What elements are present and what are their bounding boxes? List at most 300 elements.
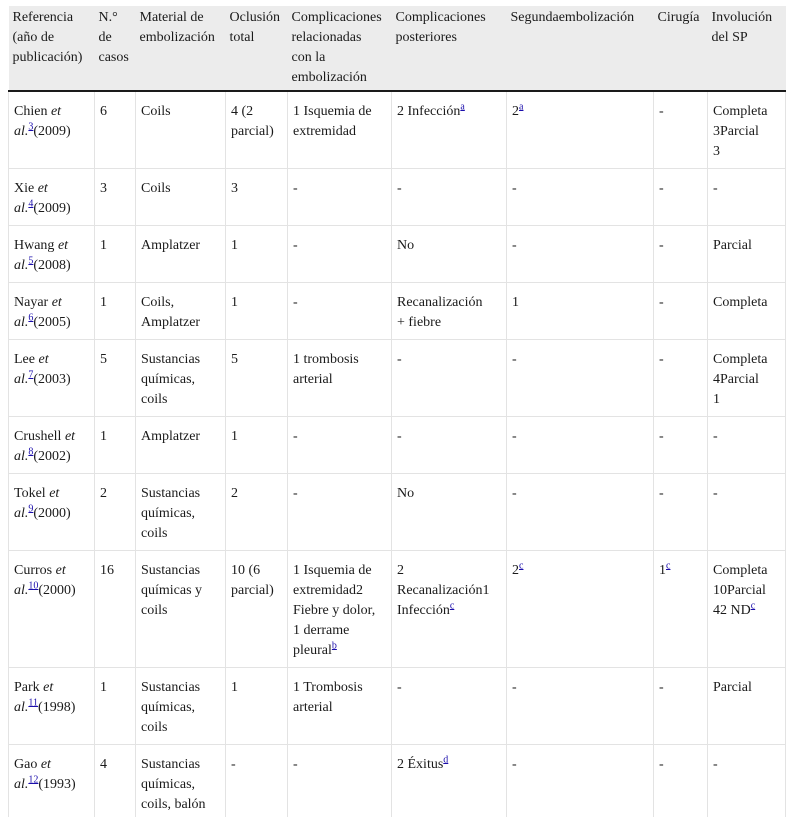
cell-text-line — [713, 236, 782, 256]
cell-text-line — [293, 698, 388, 718]
ref-author: Crushell — [14, 429, 61, 444]
cell-occlusion — [226, 745, 288, 817]
cell-text-line — [397, 236, 503, 256]
footnote-link[interactable]: c — [751, 600, 755, 611]
ref-etal: et al. — [14, 429, 75, 464]
cell-second-embolization — [507, 283, 654, 340]
cell-second-embolization — [507, 340, 654, 417]
cell-text-line — [713, 122, 782, 142]
ref-year: (2002) — [33, 449, 70, 464]
citation-link[interactable]: 7 — [28, 369, 33, 380]
cell-text: Parcial — [713, 680, 752, 695]
cell-involution — [708, 91, 786, 169]
citation-link[interactable]: 3 — [28, 121, 33, 132]
cell-material — [136, 283, 226, 340]
cell-text: - — [512, 238, 517, 253]
footnote-link[interactable]: d — [443, 754, 448, 765]
cell-text: - — [659, 486, 664, 501]
cell-text-line: 3 — [231, 179, 284, 199]
cell-text-line — [713, 390, 782, 410]
footnote-link[interactable]: c — [519, 560, 523, 571]
cell-text-line — [713, 370, 782, 390]
ref-author: Chien — [14, 104, 47, 119]
citation-link[interactable]: 8 — [28, 446, 33, 457]
cell-material — [136, 340, 226, 417]
cell-reference — [9, 283, 95, 340]
cell-text-line: Coils, — [141, 293, 222, 313]
cell-text-line: coils — [141, 390, 222, 410]
cell-text-line: del SP — [712, 28, 783, 48]
cell-text-line: Referencia — [13, 8, 92, 28]
ref-author: Hwang — [14, 238, 54, 253]
ref-author: Park — [14, 680, 40, 695]
ref-year: (2009) — [33, 201, 70, 216]
table-body — [9, 91, 786, 817]
cell-text-line: Material de — [140, 8, 223, 28]
cell-emb-complications — [288, 551, 392, 668]
header-second-embolization — [507, 6, 654, 91]
cell-text: - — [713, 429, 718, 444]
citation-link[interactable]: 6 — [28, 312, 33, 323]
table-row — [9, 417, 786, 474]
cell-text: 1 derrame — [293, 623, 349, 638]
cell-text-line — [713, 102, 782, 122]
cell-second-embolization — [507, 169, 654, 226]
cell-cases: 1 — [95, 226, 136, 283]
cell-text-line: 1 — [231, 236, 284, 256]
cell-cases: 2 — [95, 474, 136, 551]
cell-text: 1 — [512, 295, 519, 310]
header-occlusion — [226, 6, 288, 91]
cell-text: 1 — [659, 563, 666, 578]
cell-text: pleural — [293, 643, 332, 658]
cell-later-complications — [392, 668, 507, 745]
cell-text-line: 2 — [231, 484, 284, 504]
cell-reference — [9, 474, 95, 551]
cell-text-line: (año de — [13, 28, 92, 48]
cell-text: - — [397, 352, 402, 367]
cell-text: 4Parcial — [713, 372, 759, 387]
cell-second-embolization — [507, 668, 654, 745]
cell-text-line: parcial) — [231, 122, 284, 142]
cell-text: 2 — [512, 563, 519, 578]
ref-etal: et al. — [14, 757, 51, 792]
cell-text: - — [713, 181, 718, 196]
cell-text-line — [713, 678, 782, 698]
cell-material — [136, 91, 226, 169]
ref-year: (2005) — [33, 315, 70, 330]
cell-text: Completa — [713, 295, 767, 310]
cell-surgery — [654, 340, 708, 417]
cell-text-line — [293, 350, 388, 370]
cell-involution — [708, 417, 786, 474]
header-cases — [95, 6, 136, 91]
footnote-link[interactable]: c — [450, 600, 454, 611]
cell-text-line — [293, 236, 388, 256]
ref-year: (2003) — [33, 372, 70, 387]
cell-involution — [708, 668, 786, 745]
cell-cases: 3 — [95, 169, 136, 226]
footnote-marker — [460, 101, 464, 112]
cell-text-line: Complicaciones — [292, 8, 389, 28]
ref-year: (2000) — [38, 583, 75, 598]
cell-text: - — [293, 238, 298, 253]
ref-etal: et al. — [14, 295, 62, 330]
table-row — [9, 91, 786, 169]
cell-text-line: N.° — [99, 8, 133, 28]
cell-occlusion — [226, 169, 288, 226]
cell-second-embolization — [507, 551, 654, 668]
cell-text: Completa — [713, 352, 767, 367]
cell-text-line: Amplatzer — [141, 236, 222, 256]
ref-year: (1998) — [38, 700, 75, 715]
cell-surgery — [654, 91, 708, 169]
cell-text-line — [397, 179, 503, 199]
cell-occlusion — [226, 283, 288, 340]
cell-text-line: casos — [99, 48, 133, 68]
cell-later-complications — [392, 745, 507, 817]
cell-later-complications — [392, 551, 507, 668]
cell-text-line: Segundaembolización — [511, 8, 651, 28]
cell-material — [136, 169, 226, 226]
cell-text: 2 Infección — [397, 104, 460, 119]
citation-link[interactable]: 10 — [28, 580, 38, 591]
cell-text-line: Coils — [141, 102, 222, 122]
cell-text-line — [713, 142, 782, 162]
cell-text-line: Sustancias — [141, 561, 222, 581]
cell-involution — [708, 551, 786, 668]
cell-text: - — [512, 757, 517, 772]
cell-surgery — [654, 283, 708, 340]
cell-later-complications — [392, 474, 507, 551]
header-row — [9, 6, 786, 91]
cell-later-complications — [392, 226, 507, 283]
cell-text-line — [293, 484, 388, 504]
cell-text-line — [713, 427, 782, 447]
cell-text: - — [659, 757, 664, 772]
cell-text: - — [512, 181, 517, 196]
cell-cases: 16 — [95, 551, 136, 668]
cell-text: Infección — [397, 603, 450, 618]
cell-text-line — [397, 293, 503, 313]
cell-text-line: 5 — [231, 350, 284, 370]
ref-etal: et al. — [14, 104, 61, 139]
cell-material — [136, 668, 226, 745]
cell-text-line: posteriores — [396, 28, 504, 48]
cell-text-line — [713, 293, 782, 313]
cell-involution — [708, 340, 786, 417]
cell-reference — [9, 668, 95, 745]
citation-marker — [28, 580, 38, 591]
cell-text: - — [512, 352, 517, 367]
cell-reference — [9, 226, 95, 283]
cell-text-line — [713, 484, 782, 504]
cell-text-line: Sustancias — [141, 350, 222, 370]
cell-text-line — [397, 581, 503, 601]
cell-second-embolization — [507, 474, 654, 551]
cell-material — [136, 474, 226, 551]
cell-emb-complications — [288, 340, 392, 417]
cell-text-line: químicas y — [141, 581, 222, 601]
cell-occlusion — [226, 668, 288, 745]
cell-text-line — [293, 601, 388, 621]
cell-text-line: Sustancias — [141, 678, 222, 698]
cell-text-line: publicación) — [13, 48, 92, 68]
cell-text-line — [397, 427, 503, 447]
cell-text: 1 Isquemia de — [293, 104, 372, 119]
header-surgery — [654, 6, 708, 91]
table-row — [9, 551, 786, 668]
cell-emb-complications — [288, 474, 392, 551]
cell-surgery — [654, 417, 708, 474]
ref-year: (2008) — [33, 258, 70, 273]
cell-text-line — [397, 561, 503, 581]
cell-text-line — [293, 621, 388, 641]
cell-text: - — [512, 680, 517, 695]
cell-surgery — [654, 169, 708, 226]
cell-text: Completa — [713, 563, 767, 578]
cell-text-line: químicas, — [141, 775, 222, 795]
citation-link[interactable]: 5 — [28, 255, 33, 266]
citation-link[interactable]: 9 — [28, 503, 33, 514]
footnote-link[interactable]: a — [460, 101, 464, 112]
cell-text-line: embolización — [292, 68, 389, 88]
table-row — [9, 340, 786, 417]
footnote-link[interactable]: c — [666, 560, 670, 571]
cell-text-line — [713, 350, 782, 370]
cell-text-line: Sustancias — [141, 484, 222, 504]
cell-cases: 1 — [95, 283, 136, 340]
ref-author: Lee — [14, 352, 35, 367]
cell-text-line: coils — [141, 524, 222, 544]
cell-text-line — [397, 102, 503, 122]
cell-text: - — [659, 352, 664, 367]
cell-text-line — [293, 370, 388, 390]
cell-text-line: total — [230, 28, 285, 48]
cell-text-line: químicas, — [141, 504, 222, 524]
ref-etal: et al. — [14, 238, 68, 273]
cell-text-line — [397, 755, 503, 775]
cell-text-line — [293, 293, 388, 313]
cell-occlusion — [226, 226, 288, 283]
citation-link[interactable]: 12 — [28, 774, 38, 785]
cell-second-embolization — [507, 745, 654, 817]
cell-text-line: relacionadas — [292, 28, 389, 48]
cell-text-line — [293, 561, 388, 581]
cell-surgery — [654, 668, 708, 745]
cell-later-complications — [392, 169, 507, 226]
cell-reference — [9, 340, 95, 417]
cell-text-line: 10 (6 — [231, 561, 284, 581]
cell-second-embolization — [507, 417, 654, 474]
footnote-marker — [751, 600, 755, 611]
cell-text: 2 Éxitus — [397, 757, 443, 772]
cell-text: - — [713, 757, 718, 772]
cell-text-line: Amplatzer — [141, 427, 222, 447]
cell-text: - — [713, 486, 718, 501]
footnote-link[interactable]: b — [332, 640, 337, 651]
cell-text-line: Involución — [712, 8, 783, 28]
footnote-marker — [666, 560, 670, 571]
cell-text-line — [293, 427, 388, 447]
header-emb-complications — [288, 6, 392, 91]
cell-text: No — [397, 238, 414, 253]
cell-text: - — [659, 181, 664, 196]
cell-text: 2 — [512, 104, 519, 119]
cell-text-line: 1 — [231, 427, 284, 447]
cell-text: - — [293, 295, 298, 310]
table-header — [9, 6, 786, 91]
cell-text-line — [397, 484, 503, 504]
cell-text: + fiebre — [397, 315, 441, 330]
footnote-link[interactable]: a — [519, 101, 523, 112]
cell-emb-complications — [288, 91, 392, 169]
cell-surgery — [654, 551, 708, 668]
cell-later-complications — [392, 340, 507, 417]
cell-reference — [9, 551, 95, 668]
cell-text-line: con la — [292, 48, 389, 68]
citation-marker — [28, 697, 38, 708]
cell-involution — [708, 474, 786, 551]
citation-link[interactable]: 4 — [28, 198, 33, 209]
cell-occlusion — [226, 551, 288, 668]
cell-text-line: 4 (2 — [231, 102, 284, 122]
cell-text: - — [293, 757, 298, 772]
cell-text-line: Oclusión — [230, 8, 285, 28]
cell-text-line: Complicaciones — [396, 8, 504, 28]
cell-text-line — [293, 581, 388, 601]
cell-text-line — [397, 601, 503, 621]
ref-author: Curros — [14, 563, 52, 578]
cell-text: - — [659, 295, 664, 310]
cell-text: 1 — [713, 392, 720, 407]
cell-text-line: químicas, — [141, 370, 222, 390]
cell-text-line: químicas, — [141, 698, 222, 718]
table-row — [9, 226, 786, 283]
cell-text: Recanalización1 — [397, 583, 490, 598]
cell-text: - — [659, 680, 664, 695]
cell-cases: 4 — [95, 745, 136, 817]
cell-emb-complications — [288, 169, 392, 226]
cell-text-line — [293, 179, 388, 199]
cell-text-line — [713, 581, 782, 601]
header-material — [136, 6, 226, 91]
cell-text: - — [293, 486, 298, 501]
ref-author: Nayar — [14, 295, 48, 310]
cell-reference — [9, 169, 95, 226]
cell-text: - — [659, 238, 664, 253]
cell-text-line — [293, 102, 388, 122]
cell-text-line: Coils — [141, 179, 222, 199]
cell-text-line — [293, 122, 388, 142]
cell-text: 1 Trombosis — [293, 680, 363, 695]
cell-text: arterial — [293, 372, 333, 387]
cell-text: No — [397, 486, 414, 501]
footnote-marker — [332, 640, 337, 651]
cell-surgery — [654, 474, 708, 551]
cell-cases: 1 — [95, 668, 136, 745]
cell-text-line: coils — [141, 718, 222, 738]
cell-text: 2 — [397, 563, 404, 578]
cell-material — [136, 226, 226, 283]
ref-etal: et al. — [14, 181, 48, 216]
cell-text: extremidad — [293, 124, 356, 139]
cell-text: - — [397, 429, 402, 444]
cell-surgery — [654, 226, 708, 283]
ref-year: (2009) — [33, 124, 70, 139]
table-row — [9, 474, 786, 551]
cell-text-line — [713, 601, 782, 621]
cell-text-line: embolización — [140, 28, 223, 48]
cell-text-line — [713, 179, 782, 199]
cell-text-line: coils, balón — [141, 795, 222, 815]
cell-text: 1 Isquemia de — [293, 563, 372, 578]
cell-text: Parcial — [713, 238, 752, 253]
cell-reference — [9, 745, 95, 817]
cell-text-line: de — [99, 28, 133, 48]
cell-text-line — [397, 678, 503, 698]
citation-marker — [28, 774, 38, 785]
cell-text: - — [397, 680, 402, 695]
cell-second-embolization — [507, 226, 654, 283]
cell-material — [136, 745, 226, 817]
ref-year: (1993) — [38, 777, 75, 792]
cell-involution — [708, 169, 786, 226]
cell-text: - — [293, 429, 298, 444]
cell-text-line — [293, 755, 388, 775]
header-involution — [708, 6, 786, 91]
cell-surgery — [654, 745, 708, 817]
ref-author: Gao — [14, 757, 37, 772]
cell-text: - — [397, 181, 402, 196]
footnote-marker — [519, 101, 523, 112]
table-row — [9, 745, 786, 817]
header-reference — [9, 6, 95, 91]
cell-cases: 5 — [95, 340, 136, 417]
footnote-marker — [450, 600, 454, 611]
cell-reference — [9, 417, 95, 474]
cell-text: 3 — [713, 144, 720, 159]
cell-text: Fiebre y dolor, — [293, 603, 375, 618]
cell-later-complications — [392, 417, 507, 474]
cell-text-line: parcial) — [231, 581, 284, 601]
table-row — [9, 668, 786, 745]
cell-involution — [708, 283, 786, 340]
cell-text: 3Parcial — [713, 124, 759, 139]
cell-text-line — [713, 755, 782, 775]
table-row — [9, 169, 786, 226]
cell-emb-complications — [288, 668, 392, 745]
citation-link[interactable]: 11 — [28, 697, 38, 708]
ref-etal: et al. — [14, 563, 66, 598]
cell-reference — [9, 91, 95, 169]
cell-text: Recanalización — [397, 295, 483, 310]
ref-year: (2000) — [33, 506, 70, 521]
cell-text-line: Cirugía — [658, 8, 705, 28]
ref-etal: et al. — [14, 486, 59, 521]
cell-text-line: Amplatzer — [141, 313, 222, 333]
ref-author: Xie — [14, 181, 34, 196]
header-later-complications — [392, 6, 507, 91]
cell-text-line — [397, 350, 503, 370]
cell-cases: 6 — [95, 91, 136, 169]
cell-material — [136, 417, 226, 474]
cell-text: - — [512, 429, 517, 444]
cell-material — [136, 551, 226, 668]
cell-text-line: 1 — [231, 678, 284, 698]
cell-occlusion — [226, 474, 288, 551]
cell-involution — [708, 745, 786, 817]
